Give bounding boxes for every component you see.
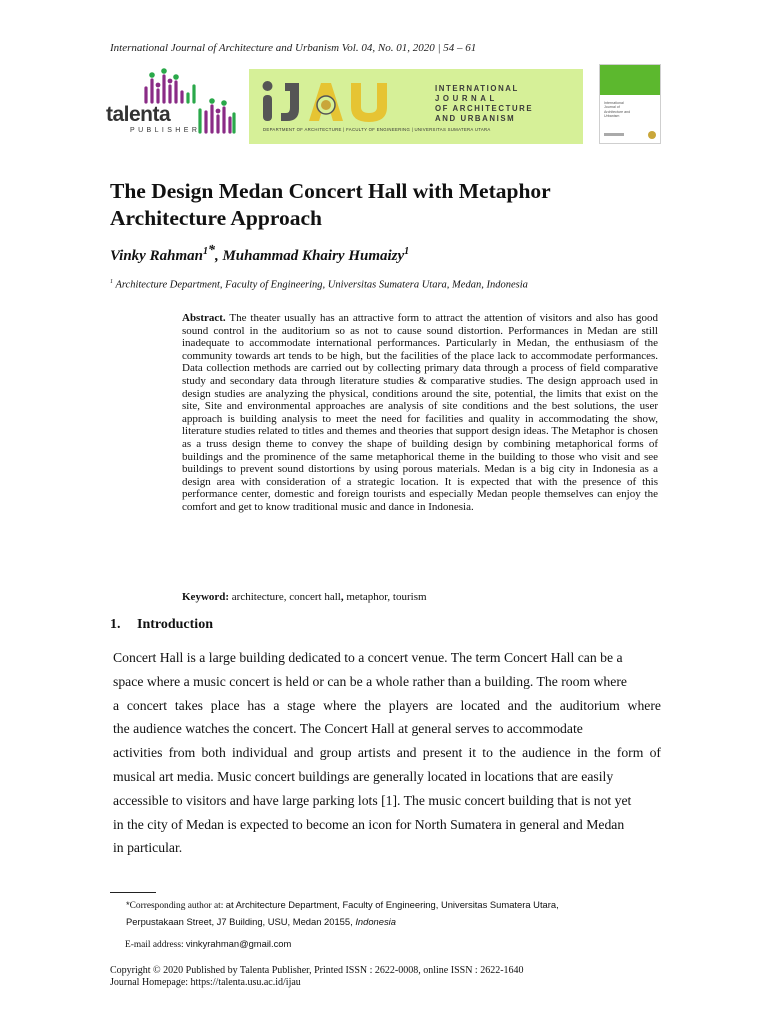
footnote-mark: * bbox=[126, 899, 130, 910]
body-line: in the city of Medan is expected to become an icon for North Sumatera in general and Medan bbox=[113, 816, 625, 832]
body-line: the audience watches the concert. The Concert Hall at general serves to accommodate bbox=[113, 721, 583, 737]
keyword-separator: , bbox=[340, 591, 344, 603]
affiliation bbox=[110, 279, 528, 291]
cover-title bbox=[604, 101, 630, 119]
footnote-line bbox=[126, 897, 666, 914]
ijau-title-line: JOURNAL bbox=[435, 94, 498, 103]
paper-title: The Design Medan Concert Hall with Metaphor Architecture Approach bbox=[110, 179, 551, 230]
body-line: activities from both individual and group artists and present it to the audience in the form of bbox=[113, 745, 661, 761]
journal-banner bbox=[249, 69, 583, 144]
body-line: space where a music concert is held or can be a whole rather than a building. The room where bbox=[113, 673, 627, 689]
ijau-title-line: INTERNATIONAL bbox=[435, 84, 519, 93]
body-line: in particular. bbox=[113, 840, 183, 856]
author-separator: , bbox=[214, 248, 223, 264]
author-name: Muhammad Khairy Humaizy bbox=[222, 248, 405, 264]
section-number: 1. bbox=[110, 617, 121, 632]
author-name: Vinky Rahman bbox=[110, 248, 203, 264]
keywords bbox=[182, 591, 427, 603]
footnote-prefix: Corresponding author at: bbox=[129, 901, 226, 911]
keyword-label: Keyword: bbox=[182, 591, 230, 603]
corresponding-author-mark: * bbox=[207, 243, 215, 258]
abstract-label: Abstract. bbox=[182, 312, 226, 324]
keyword-list: architecture, concert hall bbox=[229, 591, 341, 603]
cover-green-band bbox=[600, 65, 660, 95]
author-affiliation-mark: 1 bbox=[404, 246, 410, 257]
copyright-line: Copyright © 2020 Published by Talenta Publisher, Printed ISSN : 2622-0008, online ISSN : 2622-1640 bbox=[110, 965, 524, 976]
abstract-text: The theater usually has an attractive form to attract the attention of visitors and also has good sound control in the auditorium so as not to cause sound distortion. Performances in Medan are still inadequate to accommodate international performances. Particularly in Medan, the enthusiasm of the community towards art tends to be high, but the facilities of the place lack to accommodate performances. Data collection methods are carried out by collecting primary data through a process of field comparative study and secondary data through literature studies & comparative studies. The design approach used in design studies are analyzing the physical, conditions around the site, potential, the limits that exist on the site, Site and environmental approaches are analysis of site conditions and the best solutions, the user approach is building analysis to meet the need for facilities and quality in accommodating the show, literature studies related to titles and themes and theories that support design ideas. The Metaphor is chosen as a truss design theme to convey the shape of building design by combining metaphorical forms of buildings and the prominence of the same metaphorical theme in the building to those who visit and see buildings to prevent sound distortions by using porous materials. Medan is a big city in Indonesia as a design area with consideration of a strategic location. It is expected that with the presence of this performance center, domestic and foreign tourists and especially Medan people themselves can enjoy the comfort and get to know traditional music and dance in Indonesia. bbox=[182, 312, 658, 513]
cover-seal-icon bbox=[648, 131, 656, 139]
section-title: Introduction bbox=[137, 617, 213, 632]
cover-title-line: Journal of bbox=[604, 105, 620, 110]
footnote-text: Perpustakaan Street, J7 Building, USU, Medan 20155, bbox=[126, 916, 356, 927]
footnote-line bbox=[126, 914, 666, 930]
ijau-department-line: DEPARTMENT OF ARCHITECTURE | FACULTY OF ENGINEERING | UNIVERSITAS SUMATERA UTARA bbox=[263, 127, 491, 132]
ijau-title-line: OF ARCHITECTURE bbox=[435, 104, 534, 113]
email-line bbox=[125, 938, 291, 950]
journal-cover-thumbnail bbox=[599, 64, 661, 144]
publisher-subtitle: PUBLISHER bbox=[130, 127, 201, 134]
cover-mini-bar bbox=[604, 133, 624, 136]
section-heading bbox=[110, 617, 213, 633]
ijau-title-line: AND URBANISM bbox=[435, 114, 516, 123]
email-label: E-mail address: bbox=[125, 940, 186, 950]
ijau-title bbox=[435, 84, 580, 124]
ijau-logo-icon bbox=[259, 79, 419, 123]
body-line: Concert Hall is a large building dedicated to a concert venue. The term Concert Hall can be a bbox=[113, 650, 623, 665]
cover-title-line: Architecture and bbox=[604, 109, 631, 114]
journal-homepage-link[interactable]: Journal Homepage: https://talenta.usu.ac.id/ijau bbox=[110, 977, 301, 988]
introduction-body bbox=[113, 646, 661, 860]
body-line: accessible to visitors and have large parking lots [1]. The music concert building that is not yet bbox=[113, 792, 632, 808]
abstract bbox=[182, 312, 658, 514]
author-affiliation-mark: 1 bbox=[202, 246, 208, 257]
footnote-text: at Architecture Department, Faculty of Engineering, Universitas Sumatera Utara, bbox=[225, 899, 559, 910]
footnote-country: Indonesia bbox=[355, 916, 396, 927]
cover-title-line: Urbanism bbox=[604, 114, 620, 119]
body-line: musical art media. Music concert buildings are generally located in locations that are easily bbox=[113, 768, 614, 784]
publisher-name: talenta bbox=[106, 103, 171, 126]
copyright-block bbox=[110, 965, 524, 989]
affiliation-text: Architecture Department, Faculty of Engineering, Universitas Sumatera Utara, Medan, Indonesia bbox=[115, 279, 528, 291]
keyword-list: metaphor, tourism bbox=[343, 591, 427, 603]
cover-title-line: International bbox=[604, 101, 624, 105]
author-list bbox=[110, 243, 409, 265]
corresponding-author-footnote bbox=[126, 897, 666, 930]
journal-reference: International Journal of Architecture and Urbanism Vol. 04, No. 01, 2020 | 54 – 61 bbox=[110, 42, 477, 54]
body-line: a concert takes place has a stage where the players are located and the auditorium where bbox=[113, 697, 661, 713]
affiliation-mark: 1 bbox=[110, 279, 113, 285]
footnote-rule bbox=[110, 892, 156, 893]
email-address[interactable]: vinkyrahman@gmail.com bbox=[185, 938, 292, 949]
